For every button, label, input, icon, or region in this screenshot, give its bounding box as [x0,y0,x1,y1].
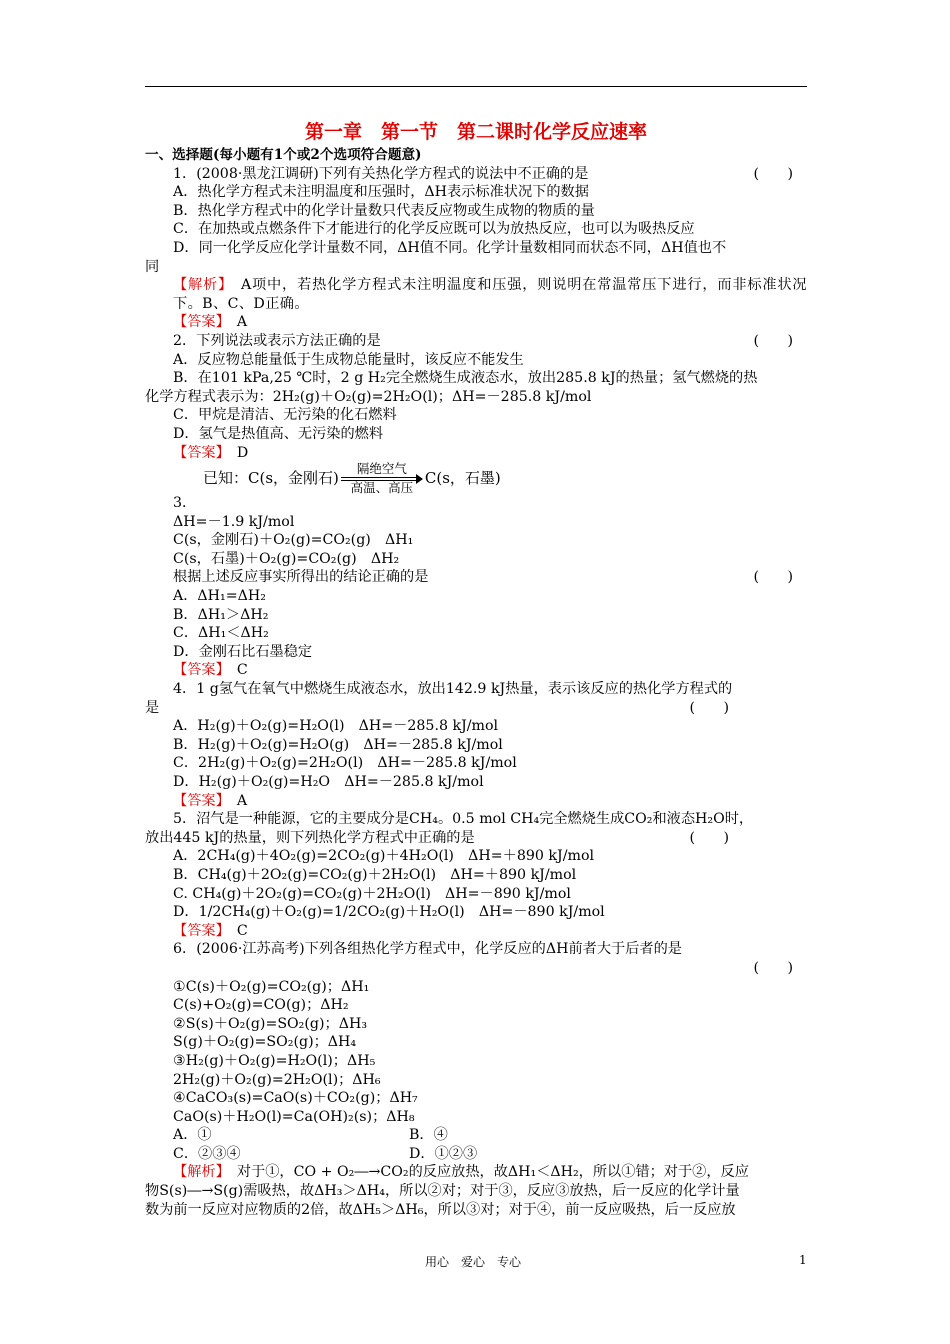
page-number: 1 [799,1253,807,1267]
q6-equation-1: ①C(s)＋O₂(g)=CO₂(g)；ΔH₁ [173,978,370,995]
q2-stem: 2．下列说法或表示方法正确的是 ( ) [173,332,793,349]
q5-stem-cont: 放出445 kJ的热量，则下列热化学方程式中正确的是 ( ) [145,829,729,846]
q1-option-d-cont: 同 [145,258,160,275]
q3-reactant: 已知：C(s，金刚石) [203,468,339,487]
q5-answer: 【答案】 C [173,922,248,939]
q6-stem: 6．(2006·江苏高考)下列各组热化学方程式中，化学反应的ΔH前者大于后者的是 [173,941,682,958]
q5-option-a: A．2CH₄(g)＋4O₂(g)=2CO₂(g)＋4H₂O(l) ΔH=＋890 kJ/mol [173,848,595,865]
q6-options-ab [145,1126,807,1145]
q2-option-b: B．在101 kPa,25 ℃时，2 g H₂完全燃烧生成液态水，放出285.8 kJ的热量；氢气燃烧的热 [173,370,758,387]
q4-option-d: D．H₂(g)＋O₂(g)=H₂O ΔH=－285.8 kJ/mol [173,774,484,790]
q6-analysis-2: 物S(s)―→S(g)需吸热，故ΔH₃＞ΔH₄，所以②对；对于③，反应③放热，后一反应的化学计量 [145,1183,740,1200]
q3-option-b: B．ΔH₁＞ΔH₂ [173,606,269,623]
q6-option-b: B．④ [409,1127,448,1144]
q1-option-c: C．在加热或点燃条件下才能进行的化学反应既可以为放热反应，也可以为吸热反应 [173,221,695,238]
q6-analysis-1: 【解析】 对于①，CO + O₂―→CO₂的反应放热，故ΔH₁＜ΔH₂，所以①错；对于②，反应 [173,1164,749,1181]
reaction-arrow [341,462,423,494]
q6-option-c: C．②③④ [173,1145,241,1162]
q6-equation-8: CaO(s)＋H₂O(l)=Ca(OH)₂(s)；ΔH₈ [173,1108,415,1125]
q3-product: C(s，石墨) [424,468,501,487]
q2-option-d: D．氢气是热值高、无污染的燃料 [173,425,384,442]
q6-option-d: D．①②③ [409,1145,478,1162]
q5-stem: 5．沼气是一种能源，它的主要成分是CH₄。0.5 mol CH₄完全燃烧生成CO₂和液态H₂O时， [173,811,754,828]
q4-option-b: B．H₂(g)＋O₂(g)=H₂O(g) ΔH=－285.8 kJ/mol [173,736,503,753]
q3-equation-1: C(s，金刚石)＋O₂(g)=CO₂(g) ΔH₁ [173,532,414,549]
q2-option-a: A．反应物总能量低于生成物总能量时，该反应不能发生 [173,351,524,368]
q3-option-c: C．ΔH₁＜ΔH₂ [173,625,269,642]
q2-option-b-cont: 化学方程式表示为：2H₂(g)＋O₂(g)=2H₂O(l)；ΔH=－285.8 kJ/mol [145,388,592,405]
q4-stem: 4．1 g氢气在氧气中燃烧生成液态水，放出142.9 kJ热量，表示该反应的热化学方程式的 [173,681,733,698]
q6-option-a: A．① [173,1127,212,1144]
q3-option-a: A．ΔH₁=ΔH₂ [173,588,266,605]
q4-stem-cont: 是 ( ) [145,699,729,716]
q6-equation-5: ③H₂(g)＋O₂(g)=H₂O(l)；ΔH₅ [173,1052,376,1069]
header-rule [145,86,807,87]
q1-option-a: A．热化学方程式未注明温度和压强时，ΔH表示标准状况下的数据 [173,184,589,201]
q6-options-cd [145,1145,807,1164]
q6-equation-6: 2H₂(g)＋O₂(g)=2H₂O(l)；ΔH₆ [173,1071,381,1088]
q5-option-c: C. CH₄(g)＋2O₂(g)=CO₂(g)＋2H₂O(l) ΔH=－890 kJ/mol [173,885,571,902]
q6-answer-paren: ( ) [753,959,793,976]
q6-equation-2: C(s)+O₂(g)=CO(g)；ΔH₂ [173,997,349,1014]
q5-option-b: B．CH₄(g)＋2O₂(g)=CO₂(g)＋2H₂O(l) ΔH=＋890 kJ/mol [173,866,577,883]
document-body [145,120,807,1219]
q1-option-d: D．同一化学反应化学计量数不同，ΔH值不同。化学计量数相同而状态不同，ΔH值也不 [173,239,727,256]
q3-answer: 【答案】 C [173,662,248,679]
arrow-condition-top: 隔绝空气 [356,461,407,477]
q3-delta-h: ΔH=－1.9 kJ/mol [173,513,295,530]
q5-option-d: D．1/2CH₄(g)＋O₂(g)=1/2CO₂(g)＋H₂O(l) ΔH=－890 kJ/mol [173,904,605,921]
q1-analysis: 【解析】 A项中，若热化学方程式未注明温度和压强，则说明在常温常压下进行，而非标准状况下。B、C、D正确。 [173,277,807,312]
q6-equation-7: ④CaCO₃(s)=CaO(s)＋CO₂(g)；ΔH₇ [173,1090,418,1107]
q6-equation-3: ②S(s)＋O₂(g)=SO₂(g)；ΔH₃ [173,1015,368,1032]
q4-option-a: A．H₂(g)＋O₂(g)=H₂O(l) ΔH=－285.8 kJ/mol [173,718,499,735]
q3-equation-2: C(s，石墨)＋O₂(g)=CO₂(g) ΔH₂ [173,550,400,567]
page-title: 第一章 第一节 第二课时化学反应速率 [304,121,647,143]
arrow-condition-bottom: 高温、高压 [350,479,414,495]
footer-slogan: 用心 爱心 专心 [425,1255,522,1269]
q1-option-b: B．热化学方程式中的化学计量数只代表反应物或生成物的物质的量 [173,202,595,219]
q1-answer: 【答案】 A [173,314,248,331]
q3-equation-image [145,462,807,494]
q1-stem: 1．(2008·黑龙江调研)下列有关热化学方程式的说法中不正确的是 ( ) [173,165,793,182]
q3-stem: 根据上述反应事实所得出的结论正确的是 ( ) [173,569,793,586]
section-heading: 一、选择题(每小题有1个或2个选项符合题意) [145,147,422,163]
q2-answer: 【答案】 D [173,444,249,461]
q4-answer: 【答案】 A [173,792,248,809]
q6-equation-4: S(g)＋O₂(g)=SO₂(g)；ΔH₄ [173,1034,357,1051]
q4-option-c: C．2H₂(g)＋O₂(g)=2H₂O(l) ΔH=－285.8 kJ/mol [173,755,517,772]
q2-option-c: C．甲烷是清洁、无污染的化石燃料 [173,407,397,424]
q6-analysis-3: 数为前一反应对应物质的2倍，故ΔH₅＞ΔH₆，所以③对；对于④，前一反应吸热，后一反应放 [145,1201,736,1218]
q3-option-d: D．金刚石比石墨稳定 [173,643,313,660]
q3-number: 3． [173,495,197,512]
